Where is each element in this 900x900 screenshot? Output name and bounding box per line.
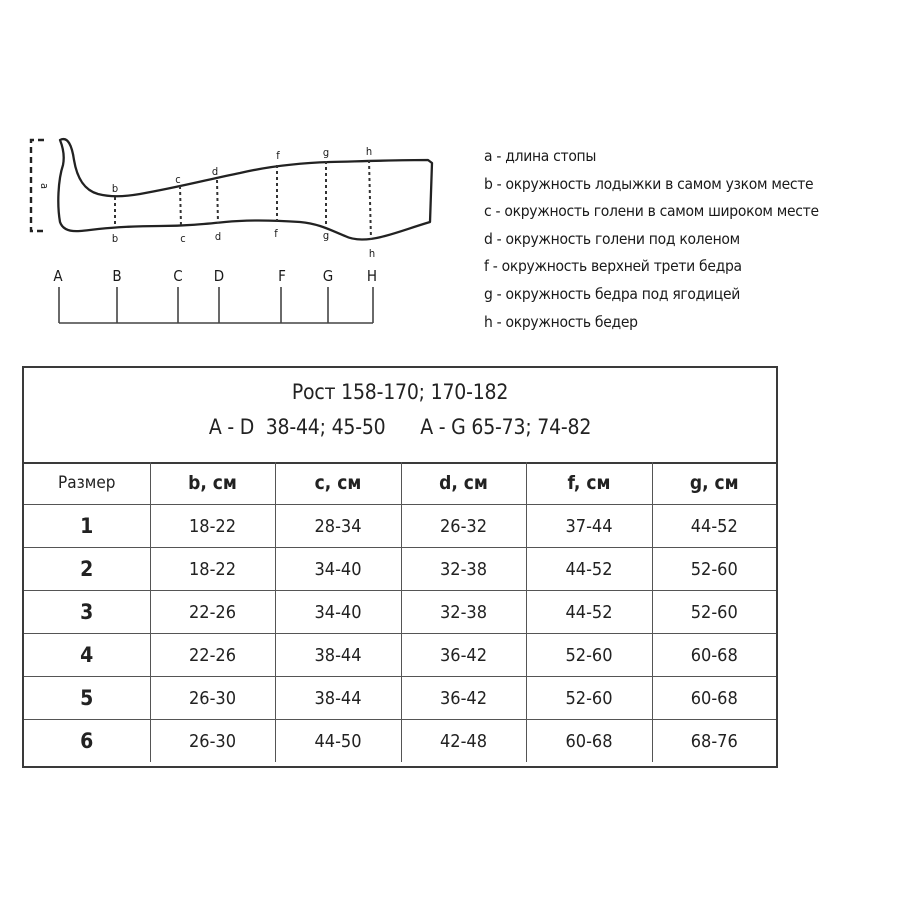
- table-cell: 26-30: [150, 720, 275, 763]
- legend-item-g: g - окружность бедра под ягодицей: [484, 284, 740, 303]
- size-number: 1: [24, 505, 150, 548]
- table-cell: 60-68: [652, 677, 776, 720]
- axis-label-a: A: [53, 267, 63, 285]
- height-ranges: Рост 158-170; 170-182: [291, 380, 509, 404]
- table-cell: 42-48: [401, 720, 526, 763]
- column-header-f: f, см: [526, 462, 652, 505]
- table-cell: 37-44: [526, 505, 652, 548]
- table-row: [24, 548, 776, 591]
- table-cell: 44-52: [526, 548, 652, 591]
- legend-item-d: d - окружность голени под коленом: [484, 229, 740, 248]
- table-row: [24, 591, 776, 634]
- table-header-row: [24, 462, 776, 505]
- lower-label-b: b: [111, 232, 119, 245]
- column-header-size: Размер: [24, 462, 150, 505]
- table-cell: 44-50: [275, 720, 401, 763]
- measure-line-d: [217, 180, 218, 223]
- measure-line-h: [369, 160, 371, 240]
- legend-item-c: c - окружность голени в самом широком месте: [484, 202, 819, 221]
- table-cell: 18-22: [150, 505, 275, 548]
- legend-item-a: a - длина стопы: [484, 147, 597, 165]
- upper-label-b: b: [111, 182, 119, 195]
- upper-label-h: h: [365, 145, 373, 158]
- axis-label-c: C: [173, 267, 183, 285]
- size-number: 5: [24, 677, 150, 720]
- legend-item-h: h - окружность бедер: [484, 312, 638, 331]
- table-cell: 32-38: [401, 548, 526, 591]
- lower-label-c: c: [180, 232, 186, 245]
- upper-label-d: d: [211, 165, 219, 178]
- foot-length-label: a: [38, 182, 51, 190]
- axis-label-d: D: [213, 267, 225, 285]
- table-row: [24, 505, 776, 548]
- table-cell: 32-38: [401, 591, 526, 634]
- legend-item-f: f - окружность верхней трети бедра: [484, 257, 742, 276]
- column-header-c: c, см: [275, 462, 401, 505]
- table-cell: 26-32: [401, 505, 526, 548]
- table-cell: 60-68: [652, 634, 776, 677]
- table-cell: 34-40: [275, 548, 401, 591]
- axis-label-f: F: [278, 267, 286, 285]
- table-cell: 28-34: [275, 505, 401, 548]
- column-header-g: g, см: [652, 462, 776, 505]
- table-cell: 38-44: [275, 634, 401, 677]
- measure-line-c: [180, 186, 181, 226]
- table-cell: 44-52: [526, 591, 652, 634]
- size-number: 4: [24, 634, 150, 677]
- table-cell: 26-30: [150, 677, 275, 720]
- table-row: [24, 720, 776, 763]
- table-cell: 52-60: [526, 634, 652, 677]
- column-header-d: d, см: [401, 462, 526, 505]
- upper-label-f: f: [276, 149, 280, 162]
- table-row: [24, 677, 776, 720]
- axis-label-g: G: [322, 267, 334, 285]
- table-cell: 36-42: [401, 677, 526, 720]
- size-number: 6: [24, 720, 150, 763]
- lower-label-d: d: [214, 230, 222, 243]
- legend-item-b: b - окружность лодыжки в самом узком месте: [484, 174, 814, 193]
- table-cell: 52-60: [526, 677, 652, 720]
- size-table: [22, 366, 778, 768]
- lower-label-h: h: [368, 247, 376, 260]
- table-row: [24, 634, 776, 677]
- leg-measurement-diagram: [0, 0, 480, 340]
- table-cell: 18-22: [150, 548, 275, 591]
- axis-label-b: B: [112, 267, 122, 285]
- table-cell: 44-52: [652, 505, 776, 548]
- lower-label-g: g: [322, 229, 330, 242]
- upper-label-g: g: [322, 146, 330, 159]
- lower-label-f: f: [274, 227, 278, 240]
- size-grid: [24, 462, 776, 762]
- axis-label-h: H: [366, 267, 378, 285]
- axis-bracket: [59, 287, 373, 323]
- table-title: [24, 368, 776, 464]
- size-number: 2: [24, 548, 150, 591]
- upper-label-c: c: [175, 173, 181, 186]
- column-header-b: b, см: [150, 462, 275, 505]
- table-cell: 38-44: [275, 677, 401, 720]
- table-cell: 36-42: [401, 634, 526, 677]
- table-cell: 22-26: [150, 634, 275, 677]
- table-cell: 52-60: [652, 548, 776, 591]
- measurement-legend: [484, 143, 819, 336]
- length-ranges: A - D 38-44; 45-50 A - G 65-73; 74-82: [208, 415, 592, 439]
- table-cell: 60-68: [526, 720, 652, 763]
- table-cell: 34-40: [275, 591, 401, 634]
- table-cell: 22-26: [150, 591, 275, 634]
- table-cell: 68-76: [652, 720, 776, 763]
- size-number: 3: [24, 591, 150, 634]
- table-cell: 52-60: [652, 591, 776, 634]
